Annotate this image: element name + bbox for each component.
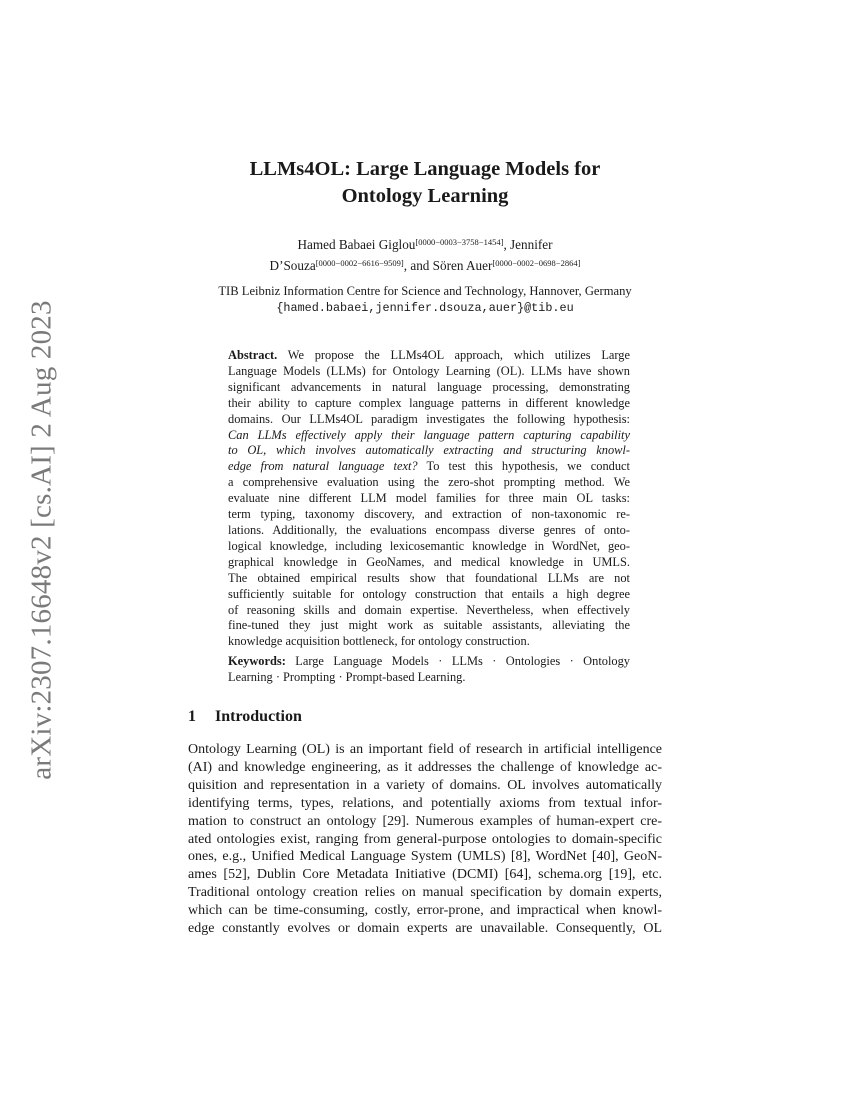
author-line [0, 254, 850, 275]
keywords-text: Large Language Models · LLMs · Ontologies · Ontology [295, 654, 630, 668]
author-line [0, 233, 850, 254]
abstract-line: of reasoning skills and domain expertise. Nevertheless, when effectively [228, 602, 630, 617]
abstract-line: lations. Additionally, the evaluations encompass diverse genres of onto- [228, 522, 630, 537]
body-line: (AI) and knowledge engineering, as it addresses the challenge of knowledge ac- [188, 759, 662, 775]
title-line: Ontology Learning [341, 185, 509, 207]
hypothesis-text: to OL, which involves automatically extracting and structuring knowl- [228, 443, 630, 458]
email-addresses: {hamed.babaei,jennifer.dsouza,auer}@tib.eu [276, 301, 574, 315]
keywords-label: Keywords: [228, 654, 286, 668]
hypothesis-text: edge from natural language text? [228, 459, 418, 474]
body-line: mation to construct an ontology [29]. Numerous examples of human-expert cre- [188, 813, 662, 829]
affiliation [0, 283, 850, 317]
author-separator: , Jennifer [503, 237, 553, 252]
keywords [228, 653, 630, 685]
body-line: identifying terms, types, relations, and potentially axioms from textual infor- [188, 795, 662, 811]
title-line: LLMs4OL: Large Language Models for [249, 158, 601, 180]
author-name: Hamed Babaei Giglou [297, 237, 416, 252]
body-line: ames [52], Dublin Core Metadata Initiative (DCMI) [64], schema.org [19], etc. [188, 867, 662, 883]
abstract-line [228, 428, 630, 444]
orcid-id: [0000−0002−6616−9509] [315, 258, 404, 268]
abstract [228, 348, 630, 650]
section-title: Introduction [215, 708, 302, 725]
abstract-line: fine-tuned they just might work as suitable assistants, alleviating the [228, 618, 630, 633]
abstract-line: domains. Our LLMs4OL paradigm investigates the following hypothesis: [228, 411, 630, 426]
author-list [0, 233, 850, 275]
body-line: Traditional ontology creation relies on manual specification by domain experts, [188, 885, 662, 901]
orcid-id: [0000−0003−3758−1454] [415, 237, 504, 247]
abstract-line: logical knowledge, including lexicosemantic knowledge in WordNet, geo- [228, 538, 630, 553]
abstract-label: Abstract. [228, 348, 278, 362]
paper-title [0, 156, 850, 210]
abstract-line: term typing, taxonomy discovery, and extraction of non-taxonomic re- [228, 507, 630, 522]
body-line: which can be time-consuming, costly, error-prone, and impractical when knowl- [188, 903, 662, 919]
introduction-paragraph [188, 741, 662, 938]
body-line: quisition and representation in a variety of domains. OL involves automatically [188, 777, 662, 793]
abstract-line: significant advancements in natural language processing, demonstrating [228, 379, 630, 394]
institution: TIB Leibniz Information Centre for Science and Technology, Hannover, Germany [218, 284, 632, 298]
body-line: ones, e.g., Unified Medical Language System (UMLS) [8], WordNet [40], GeoN- [188, 849, 662, 865]
author-name: D’Souza [269, 258, 316, 273]
keywords-line [228, 653, 630, 669]
section-heading [188, 708, 302, 726]
abstract-line: sufficiently suitable for ontology construction that entails a high degree [228, 586, 630, 601]
abstract-line: their ability to capture complex language patterns in different knowledge [228, 395, 630, 410]
author-name: , and Sören Auer [403, 258, 493, 273]
body-line: Ontology Learning (OL) is an important field of research in artificial intelligence [188, 742, 662, 757]
abstract-line: Language Models (LLMs) for Ontology Learning (OL). LLMs have shown [228, 363, 630, 378]
abstract-text: We propose the LLMs4OL approach, which utilizes Large [287, 348, 631, 362]
orcid-id: [0000−0002−0698−2864] [492, 258, 581, 268]
abstract-line: graphical knowledge in GeoNames, and medical knowledge in UMLS. [228, 554, 630, 569]
abstract-line [228, 459, 630, 475]
abstract-line: evaluate nine different LLM model families for three main OL tasks: [228, 491, 630, 506]
hypothesis-text: Can LLMs effectively apply their language pattern capturing capability [228, 427, 630, 442]
keywords-line: Learning · Prompting · Prompt-based Learning. [228, 670, 466, 684]
abstract-line: a comprehensive evaluation using the zero-shot prompting method. We [228, 475, 630, 490]
section-number: 1 [188, 708, 196, 725]
body-line: ated ontologies exist, ranging from general-purpose ontologies to domain-specific [188, 831, 662, 847]
abstract-line: The obtained empirical results show that foundational LLMs are not [228, 570, 630, 585]
arxiv-identifier: arXiv:2307.16648v2 [cs.AI] 2 Aug 2023 [25, 300, 58, 780]
abstract-text: To test this hypothesis, we conduct [417, 459, 630, 474]
abstract-line [228, 443, 630, 459]
body-line: edge constantly evolves or domain experts are unavailable. Consequently, OL [188, 921, 662, 937]
abstract-line: knowledge acquisition bottleneck, for ontology construction. [228, 634, 530, 649]
abstract-line [228, 348, 630, 364]
